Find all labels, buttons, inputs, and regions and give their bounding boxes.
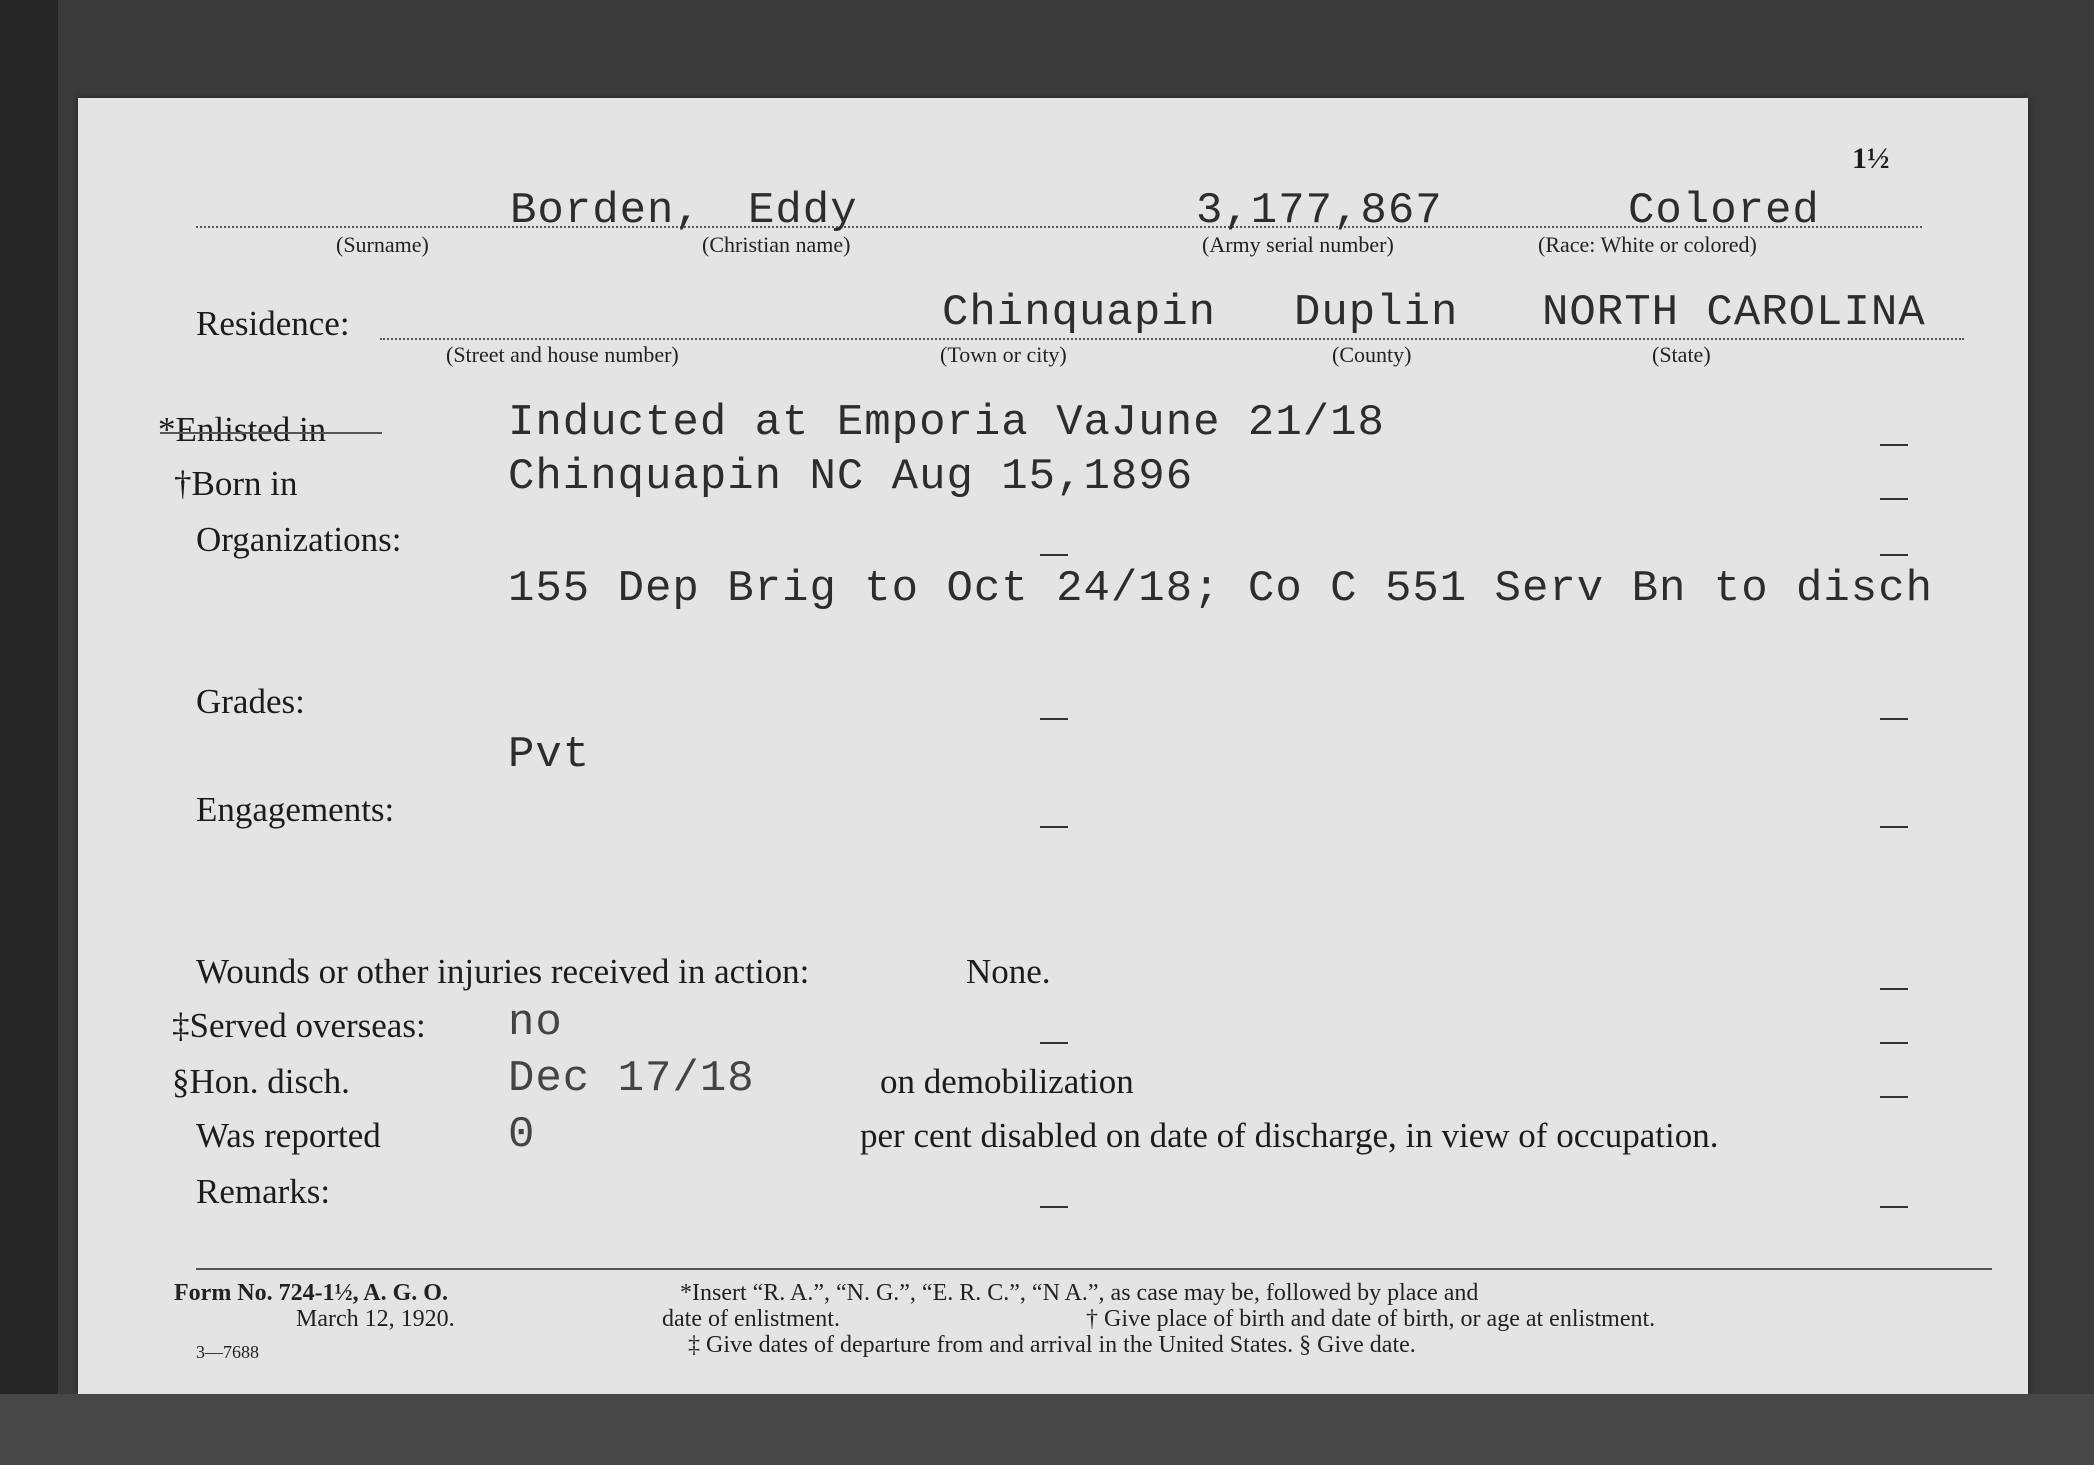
christian-name-caption: (Christian name): [702, 232, 851, 257]
service-record-card: [78, 98, 2028, 1394]
wounds-value: None.: [966, 952, 1051, 991]
dash-mark: [1880, 1096, 1908, 1098]
reported-value: 0: [508, 1110, 536, 1160]
organizations-label: Organizations:: [196, 520, 402, 559]
remarks-label: Remarks:: [196, 1172, 331, 1211]
dash-mark: [1880, 826, 1908, 828]
footnote-overseas: ‡ Give dates of departure from and arrival in the United States. § Give date.: [688, 1332, 1416, 1358]
form-number: Form No. 724-1½, A. G. O.: [174, 1280, 448, 1306]
grades-label: Grades:: [196, 682, 305, 721]
residence-town-value: Chinquapin: [942, 288, 1217, 338]
state-caption: (State): [1652, 342, 1711, 367]
overseas-value: no: [508, 998, 563, 1048]
dash-mark: [1040, 826, 1068, 828]
footnote-enlistment: date of enlistment.: [662, 1306, 840, 1332]
dash-mark: [1040, 1042, 1068, 1044]
dash-mark: [1040, 554, 1068, 556]
residence-label: Residence:: [196, 304, 350, 343]
residence-county-value: Duplin: [1294, 288, 1459, 338]
christian-name-value: Eddy: [748, 186, 858, 236]
residence-line: [380, 338, 1964, 340]
reported-label: Was reported: [196, 1116, 381, 1155]
born-label: †Born in: [174, 464, 298, 503]
surname-value: Borden,: [510, 186, 702, 236]
serial-number-value: 3,177,867: [1196, 186, 1443, 236]
street-caption: (Street and house number): [446, 342, 679, 367]
card-number: 1½: [1852, 142, 1890, 175]
race-value: Colored: [1628, 186, 1820, 236]
county-caption: (County): [1332, 342, 1412, 367]
surname-caption: (Surname): [336, 232, 429, 257]
footer-rule: [196, 1268, 1992, 1270]
form-date: March 12, 1920.: [296, 1306, 455, 1332]
race-caption: (Race: White or colored): [1538, 232, 1757, 257]
hon-disch-suffix: on demobilization: [880, 1062, 1134, 1101]
form-code: 3—7688: [196, 1342, 259, 1362]
hon-disch-value: Dec 17/18: [508, 1054, 755, 1104]
reported-suffix: per cent disabled on date of discharge, in view of occupation.: [860, 1116, 1719, 1155]
born-value: Chinquapin NC Aug 15,1896: [508, 452, 1194, 502]
enlisted-strikethrough: [160, 432, 382, 434]
overseas-label: ‡Served overseas:: [172, 1006, 426, 1045]
dash-mark: [1040, 1206, 1068, 1208]
dash-mark: [1880, 1206, 1908, 1208]
residence-state-value: NORTH CAROLINA: [1542, 288, 1926, 338]
footnote-birth: † Give place of birth and date of birth, or age at enlistment.: [1086, 1306, 1656, 1332]
dash-mark: [1880, 988, 1908, 990]
organizations-value: 155 Dep Brig to Oct 24/18; Co C 551 Serv Bn to disch: [508, 564, 1934, 614]
town-caption: (Town or city): [940, 342, 1067, 367]
footnote-insert: *Insert “R. A.”, “N. G.”, “E. R. C.”, “N A.”, as case may be, followed by place and: [680, 1280, 1479, 1306]
dash-mark: [1880, 1042, 1908, 1044]
background-strip: [0, 1394, 2094, 1465]
hon-disch-label: §Hon. disch.: [172, 1062, 350, 1101]
dash-mark: [1880, 444, 1908, 446]
grades-value: Pvt: [508, 730, 591, 780]
dash-mark: [1880, 554, 1908, 556]
dash-mark: [1880, 718, 1908, 720]
serial-number-caption: (Army serial number): [1202, 232, 1394, 257]
dash-mark: [1880, 498, 1908, 500]
engagements-label: Engagements:: [196, 790, 395, 829]
dash-mark: [1040, 718, 1068, 720]
enlisted-label: *Enlisted in: [158, 410, 327, 449]
binder-edge: [0, 0, 58, 1465]
wounds-label: Wounds or other injuries received in action:: [196, 952, 810, 991]
enlisted-value: Inducted at Emporia VaJune 21/18: [508, 398, 1385, 448]
